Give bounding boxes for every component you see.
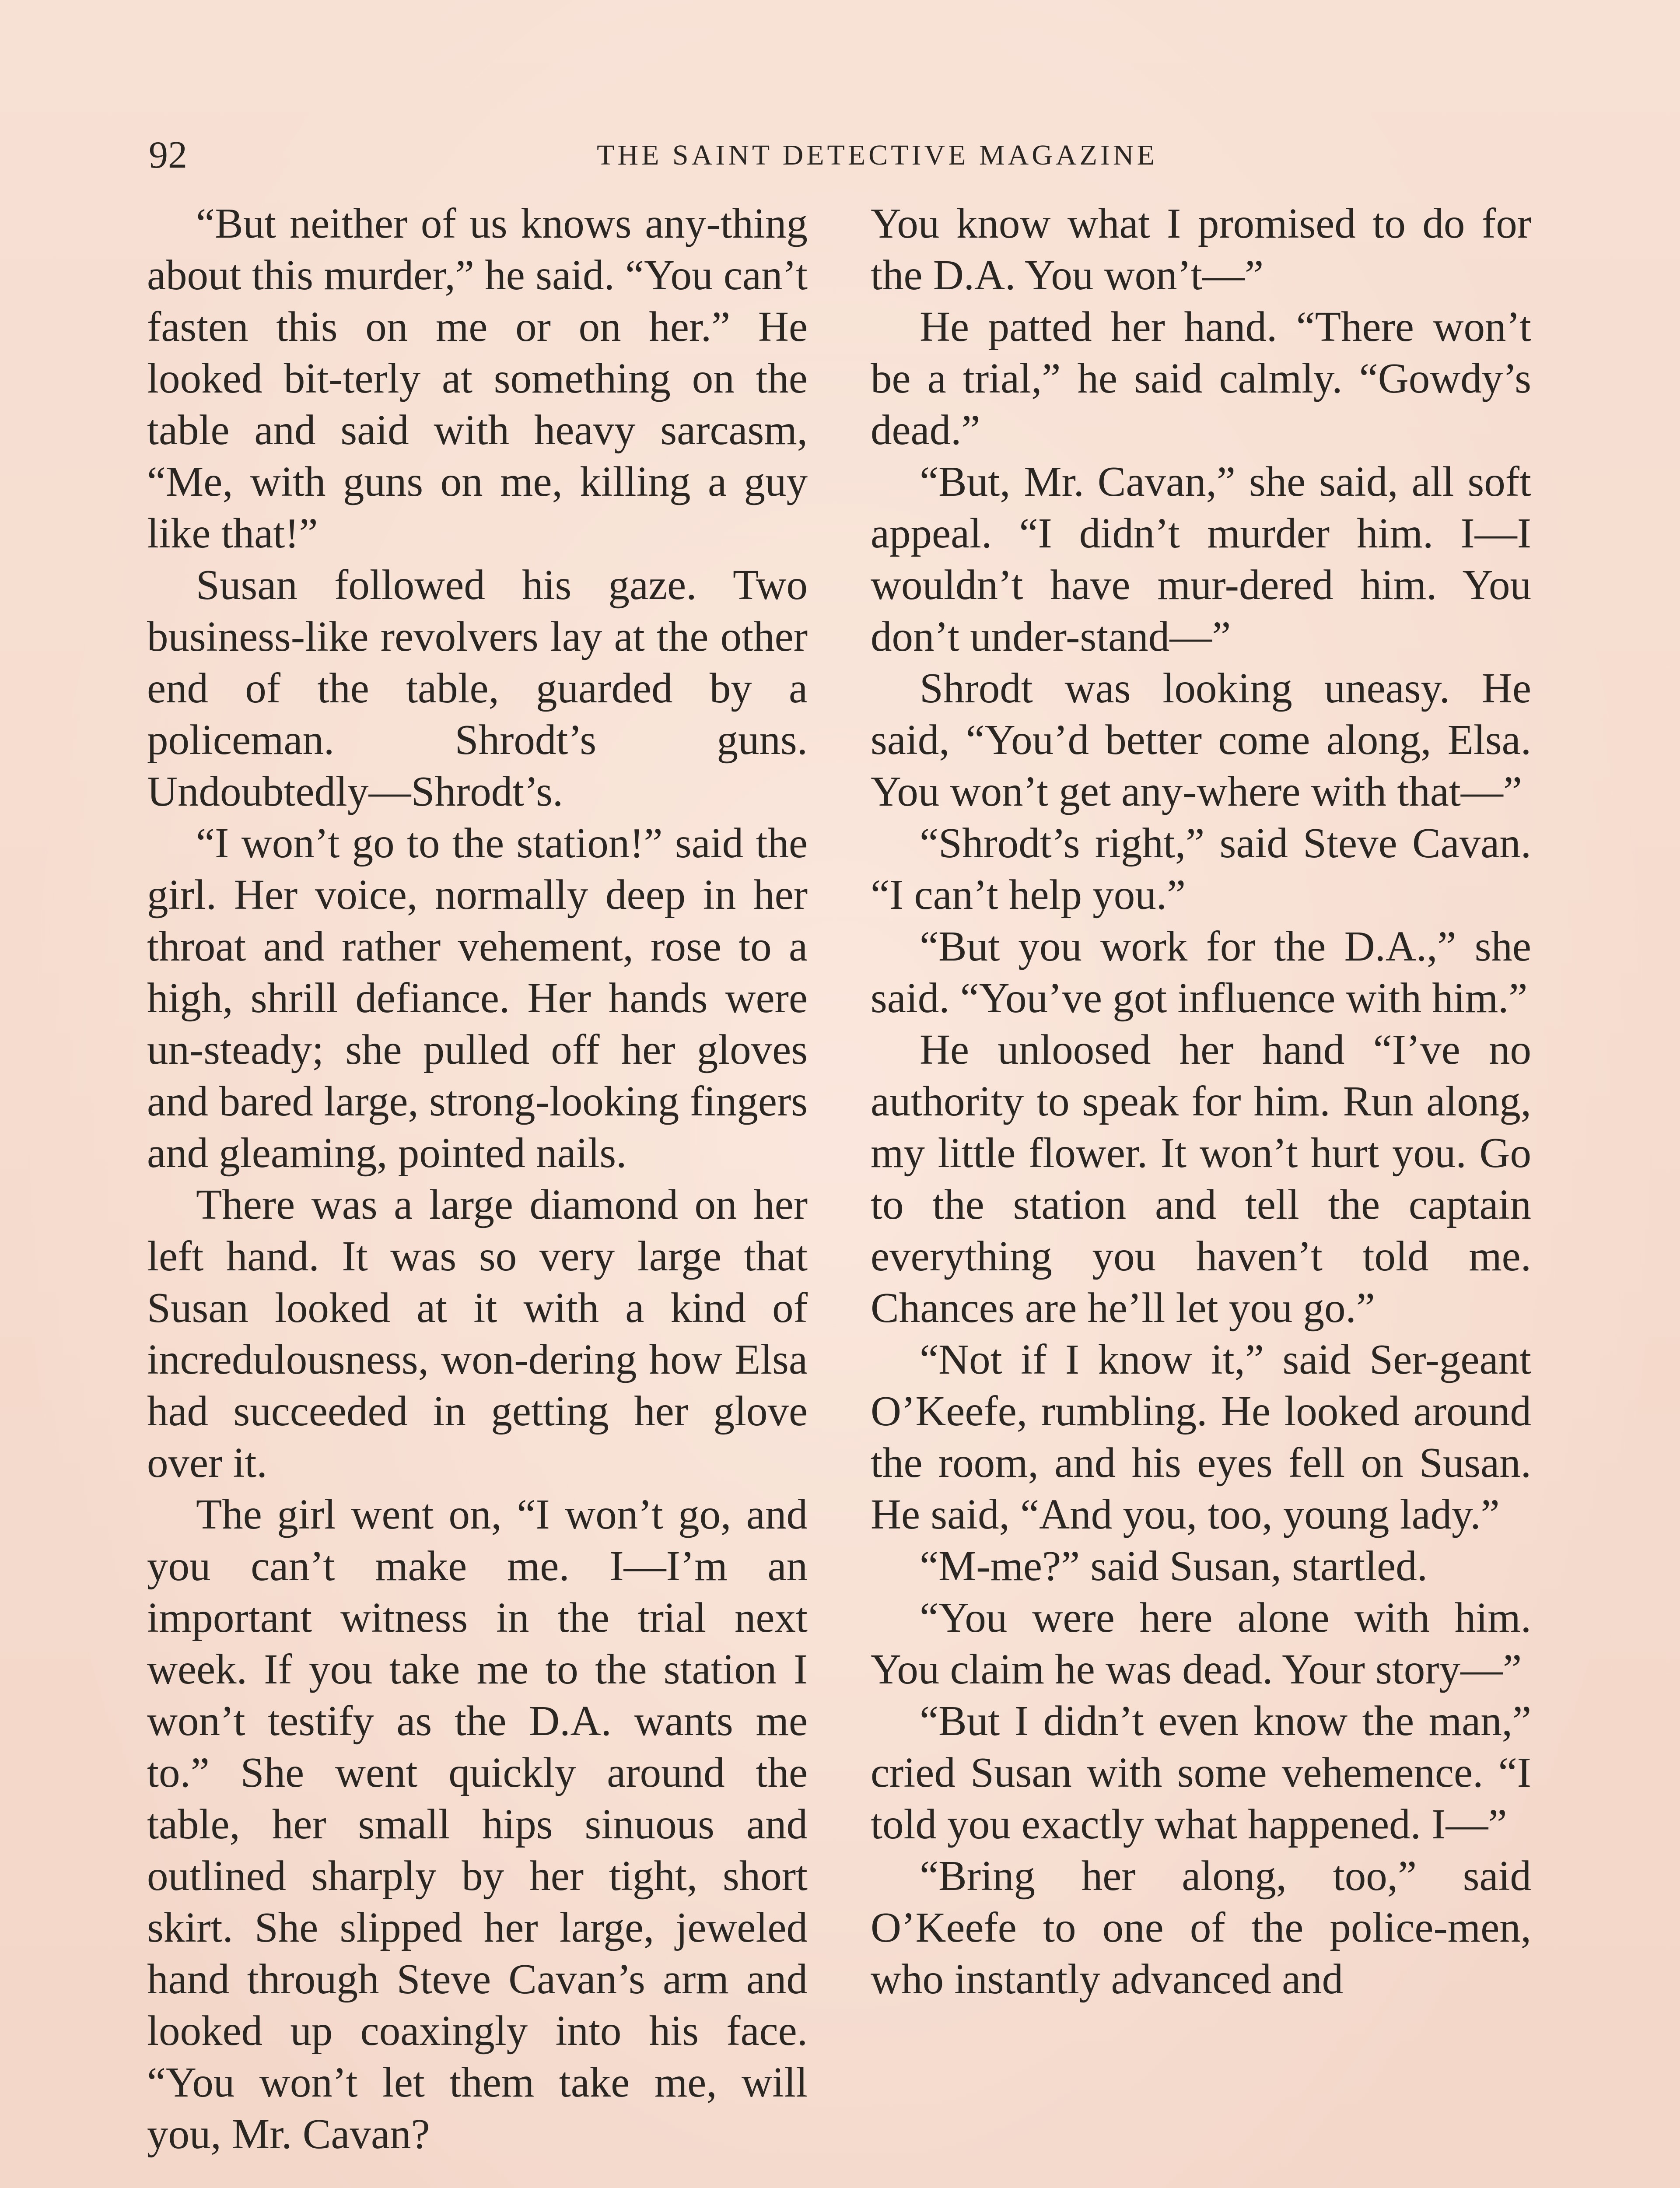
paragraph: “But I didn’t even know the man,” cried Susan with some vehemence. “I told you exactly what happened. I—” (871, 1697, 1531, 1848)
left-column (147, 198, 808, 2188)
paragraph: “But, Mr. Cavan,” she said, all soft appeal. “I didn’t murder him. I—I wouldn’t have mur-dered him. You don’t under-stand—” (871, 458, 1531, 660)
paragraph-continued: You know what I promised to do for the D.A. You won’t—” (871, 200, 1531, 298)
page-number: 92 (149, 134, 187, 176)
paragraph: “Not if I know it,” said Ser-geant O’Keefe, rumbling. He looked around the room, and his eyes fell on Susan. He said, “And you, too, young lady.” (871, 1336, 1531, 1538)
paragraph: There was a large diamond on her left hand. It was so very large that Susan looked at it with a kind of incredulousness, won-dering how Elsa had succeeded in getting her glove over it. (147, 1181, 808, 1486)
paragraph: “But you work for the D.A.,” she said. “You’ve got influence with him.” (871, 923, 1531, 1021)
paragraph: “I won’t go to the station!” said the girl. Her voice, normally deep in her throat and rather vehement, rose to a high, shrill defiance. Her hands were un-steady; she pulled off her gloves and bared large, strong-looking fingers and gleaming, pointed nails. (147, 820, 808, 1176)
paragraph: Shrodt was looking uneasy. He said, “You’d better come along, Elsa. You won’t get any-where with that—” (871, 665, 1531, 815)
paragraph: “Bring her along, too,” said O’Keefe to one of the police-men, who instantly advanced and (871, 1852, 1531, 2002)
paragraph: “Shrodt’s right,” said Steve Cavan. “I can’t help you.” (871, 820, 1531, 918)
paragraph: “But neither of us knows any-thing about this murder,” he said. “You can’t fasten this on me or on her.” He looked bit-terly at something on the table and said with heavy sarcasm, “Me, with guns on me, killing a guy like that!” (147, 200, 808, 557)
running-head: THE SAINT DETECTIVE MAGAZINE (597, 139, 1158, 171)
paragraph: Susan followed his gaze. Two business-like revolvers lay at the other end of the table, guarded by a policeman. Shrodt’s guns. Undoubtedly—Shrodt’s. (147, 561, 808, 815)
right-column (871, 198, 1531, 2188)
paragraph: He patted her hand. “There won’t be a trial,” he said calmly. “Gowdy’s dead.” (871, 303, 1531, 453)
paragraph: The girl went on, “I won’t go, and you can’t make me. I—I’m an important witness in the trial next week. If you take me to the station I won’t testify as the D.A. wants me to.” She went quickly around the table, her small hips sinuous and outlined sharply by her tight, short skirt. She slipped her large, jeweled hand through Steve Cavan’s arm and looked up coaxingly into his face. “You won’t let them take me, will you, Mr. Cavan? (147, 1491, 808, 2157)
paragraph: He unloosed her hand “I’ve no authority to speak for him. Run along, my little flower. It won’t hurt you. Go to the station and tell the captain everything you haven’t told me. Chances are he’ll let you go.” (871, 1026, 1531, 1331)
paragraph: “You were here alone with him. You claim he was dead. Your story—” (871, 1594, 1531, 1693)
paragraph: “M-me?” said Susan, startled. (920, 1543, 1428, 1589)
page-header (149, 131, 1531, 179)
